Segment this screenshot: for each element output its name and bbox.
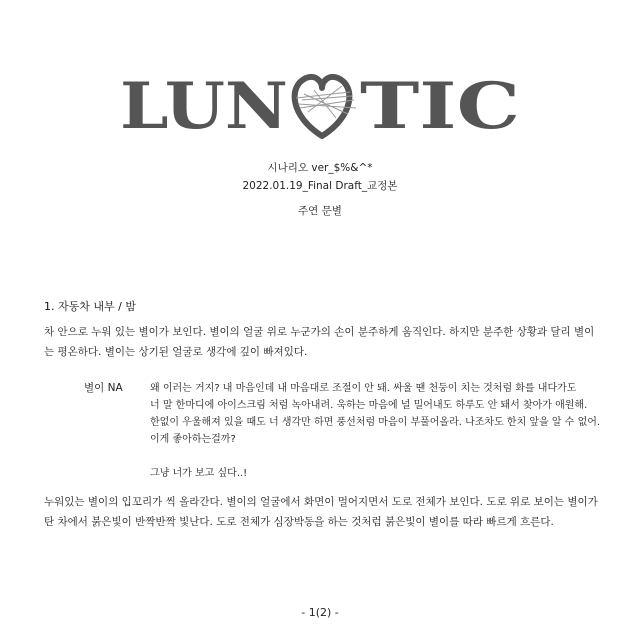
dialogue-line: 왜 이러는 거지? 내 마음인데 내 마음대로 조절이 안 돼. 싸울 땐 천둥이 치는 것처럼 화를 내다가도: [150, 383, 577, 394]
dialogue-line: 이게 좋아하는걸까?: [150, 434, 236, 445]
action-paragraph-2: 누워있는 별이의 입꼬리가 씩 올라간다. 별이의 얼굴에서 화면이 멀어지면서 도로 전체가 보인다. 도로 위로 보이는 별이가 탄 차에서 붉은빛이 반짝반짝 빛난다. 도로 전체가 심장박동을 하는 것처럼 붉은빛이 별이를 따라 빠르게 흐른다.: [44, 496, 598, 528]
dialogue-block: [150, 380, 610, 482]
dialogue-line: 너 말 한마디에 아이스크림 처럼 녹아내려. 욱하는 마음에 널 밀어내도 하루도 안 돼서 찾아가 애원해.: [150, 400, 588, 411]
page-number: - 1(2) -: [301, 606, 339, 619]
logo-text-left: LUN: [120, 69, 288, 144]
scene-heading: 1. 자동차 내부 / 밤: [44, 300, 136, 313]
dialogue-line-last: 그냥 너가 보고 싶다..!: [150, 468, 248, 479]
dialogue-line: 한없이 우울해져 있을 때도 너 생각만 하면 풍선처럼 마음이 부풀어올라. 나조차도 한치 앞을 알 수 없어.: [150, 417, 601, 428]
action-paragraph-1: 차 안으로 누워 있는 별이가 보인다. 별이의 얼굴 위로 누군가의 손이 분주하게 움직인다. 하지만 분주한 상황과 달리 별이는 평온하다. 별이는 상기된 얼굴로 생각에 깊이 빠져있다.: [44, 326, 595, 358]
scenario-version: 시나리오 ver_$%&^*: [267, 162, 373, 174]
logo-text-right: TIC: [360, 69, 520, 144]
draft-date: 2022.01.19_Final Draft_교정본: [242, 180, 398, 192]
heart-icon: [295, 77, 356, 136]
lead-actor: 주연 문별: [298, 205, 342, 217]
lunatic-logo: [0, 64, 640, 144]
speaker-name: 별이 NA: [84, 382, 123, 394]
